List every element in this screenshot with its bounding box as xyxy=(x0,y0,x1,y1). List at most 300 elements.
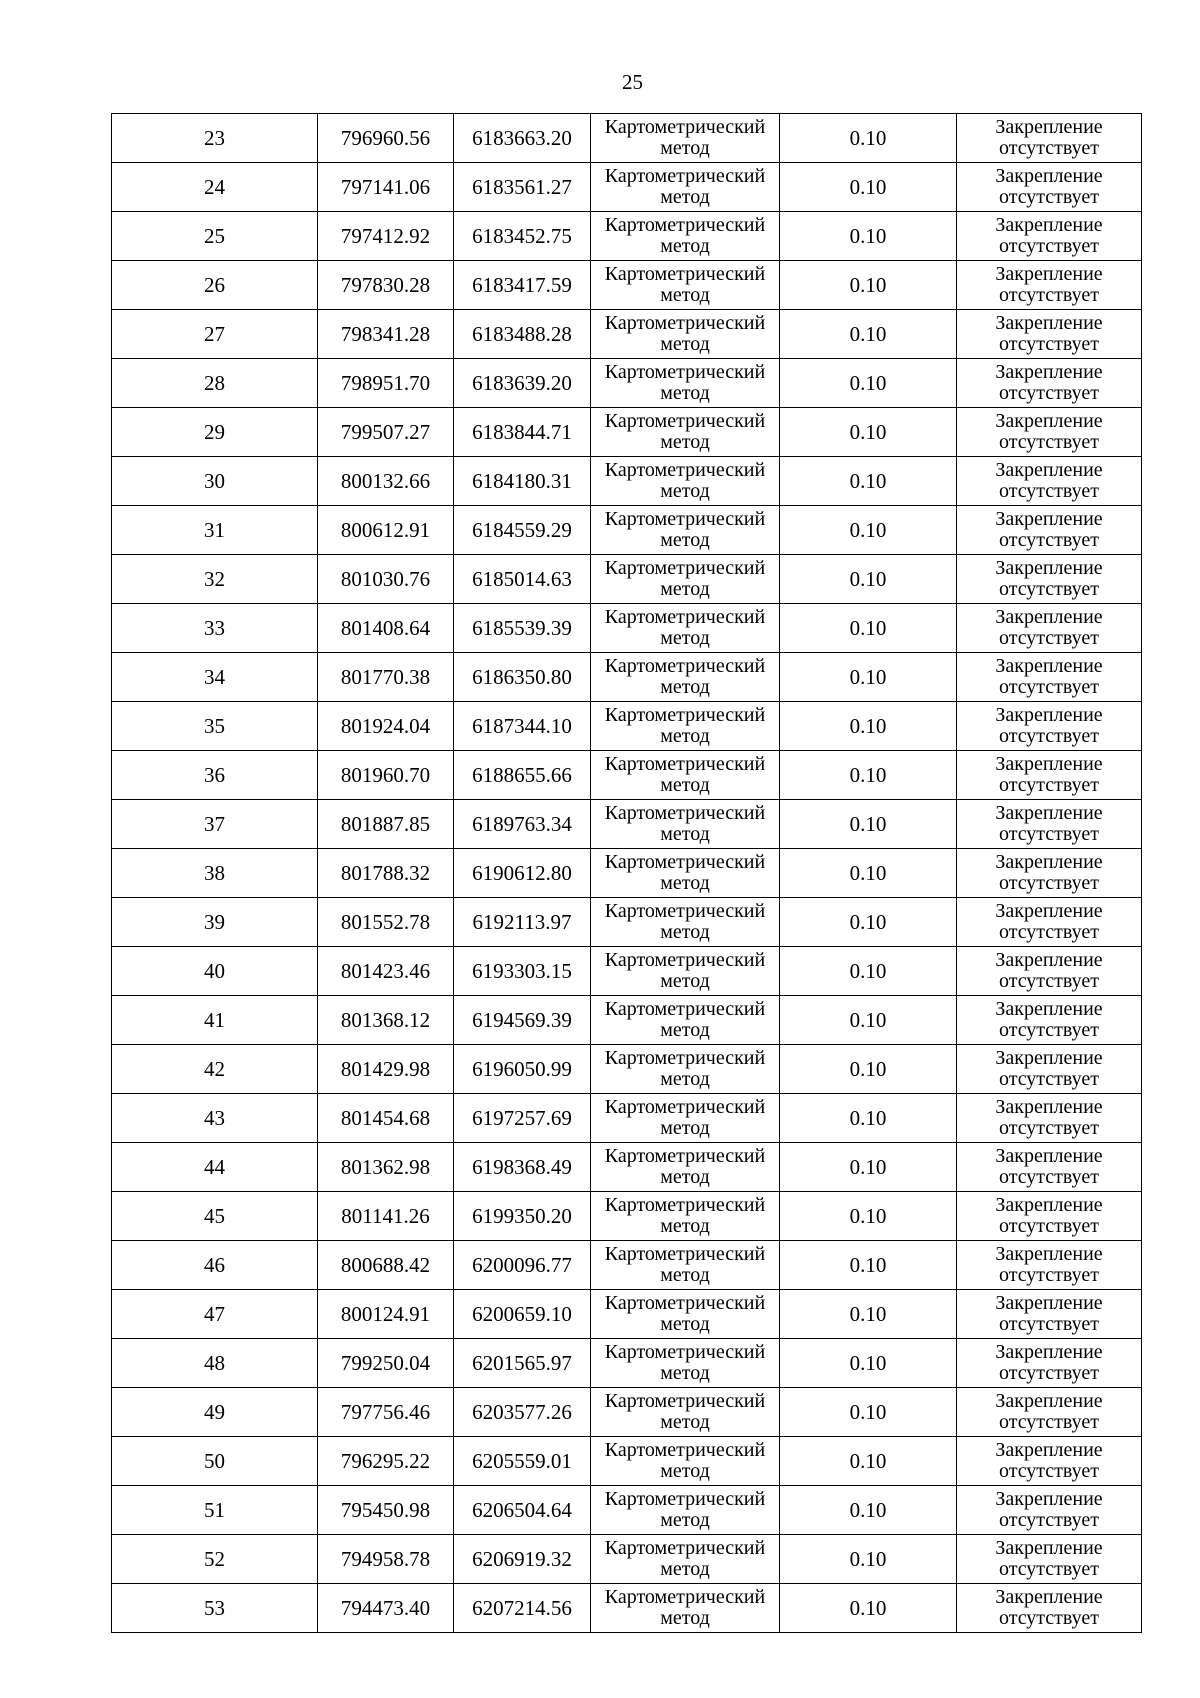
method-cell-line2: метод xyxy=(660,1411,710,1433)
method-cell-line2: метод xyxy=(660,186,710,208)
method-cell xyxy=(591,1486,780,1535)
fixing-cell-line1: Закрепление xyxy=(995,508,1103,530)
method-cell-line1: Картометрический xyxy=(604,1194,766,1216)
method-cell-line1: Картометрический xyxy=(604,508,766,530)
fixing-cell xyxy=(957,261,1142,310)
method-cell xyxy=(591,163,780,212)
fixing-cell xyxy=(957,310,1142,359)
accuracy-cell: 0.10 xyxy=(780,1584,957,1633)
fixing-cell xyxy=(957,947,1142,996)
method-cell-line2: метод xyxy=(660,1509,710,1531)
method-cell-line1: Картометрический xyxy=(604,1341,766,1363)
accuracy-cell: 0.10 xyxy=(780,849,957,898)
table-row xyxy=(112,653,1142,702)
method-cell-line2: метод xyxy=(660,137,710,159)
fixing-cell-line2: отсутствует xyxy=(998,1362,1100,1384)
fixing-cell-line2: отсутствует xyxy=(998,480,1100,502)
point-number-cell: 27 xyxy=(112,310,318,359)
table-row xyxy=(112,310,1142,359)
fixing-cell-line2: отсутствует xyxy=(998,774,1100,796)
x-coordinate-cell: 797412.92 xyxy=(318,212,454,261)
x-coordinate-cell: 801770.38 xyxy=(318,653,454,702)
fixing-cell-line2: отсутствует xyxy=(998,725,1100,747)
accuracy-cell: 0.10 xyxy=(780,898,957,947)
y-coordinate-cell: 6200096.77 xyxy=(454,1241,591,1290)
y-coordinate-cell: 6183417.59 xyxy=(454,261,591,310)
table-row xyxy=(112,1486,1142,1535)
fixing-cell xyxy=(957,751,1142,800)
x-coordinate-cell: 801887.85 xyxy=(318,800,454,849)
fixing-cell-line2: отсутствует xyxy=(998,529,1100,551)
fixing-cell-line2: отсутствует xyxy=(998,1558,1100,1580)
method-cell-line1: Картометрический xyxy=(604,1586,766,1608)
fixing-cell-line1: Закрепление xyxy=(995,1537,1103,1559)
method-cell xyxy=(591,1535,780,1584)
method-cell-line2: метод xyxy=(660,1313,710,1335)
method-cell-line2: метод xyxy=(660,725,710,747)
method-cell-line1: Картометрический xyxy=(604,214,766,236)
table-row xyxy=(112,604,1142,653)
page-number: 25 xyxy=(622,70,643,94)
y-coordinate-cell: 6188655.66 xyxy=(454,751,591,800)
x-coordinate-cell: 801960.70 xyxy=(318,751,454,800)
table-row xyxy=(112,996,1142,1045)
point-number-cell: 45 xyxy=(112,1192,318,1241)
fixing-cell-line1: Закрепление xyxy=(995,312,1103,334)
x-coordinate-cell: 799250.04 xyxy=(318,1339,454,1388)
table-row xyxy=(112,114,1142,163)
method-cell-line1: Картометрический xyxy=(604,410,766,432)
method-cell-line2: метод xyxy=(660,676,710,698)
method-cell-line2: метод xyxy=(660,529,710,551)
method-cell-line1: Картометрический xyxy=(604,753,766,775)
x-coordinate-cell: 801454.68 xyxy=(318,1094,454,1143)
x-coordinate-cell: 797756.46 xyxy=(318,1388,454,1437)
y-coordinate-cell: 6206919.32 xyxy=(454,1535,591,1584)
accuracy-cell: 0.10 xyxy=(780,604,957,653)
point-number-cell: 47 xyxy=(112,1290,318,1339)
table-body xyxy=(112,114,1142,1633)
method-cell-line1: Картометрический xyxy=(604,361,766,383)
method-cell-line1: Картометрический xyxy=(604,606,766,628)
fixing-cell xyxy=(957,1241,1142,1290)
y-coordinate-cell: 6186350.80 xyxy=(454,653,591,702)
method-cell xyxy=(591,506,780,555)
method-cell-line2: метод xyxy=(660,774,710,796)
method-cell-line1: Картометрический xyxy=(604,802,766,824)
fixing-cell-line2: отсутствует xyxy=(998,1166,1100,1188)
x-coordinate-cell: 797141.06 xyxy=(318,163,454,212)
method-cell-line2: метод xyxy=(660,1068,710,1090)
method-cell xyxy=(591,1094,780,1143)
y-coordinate-cell: 6206504.64 xyxy=(454,1486,591,1535)
y-coordinate-cell: 6190612.80 xyxy=(454,849,591,898)
fixing-cell-line1: Закрепление xyxy=(995,1390,1103,1412)
fixing-cell xyxy=(957,849,1142,898)
y-coordinate-cell: 6183663.20 xyxy=(454,114,591,163)
method-cell-line2: метод xyxy=(660,431,710,453)
point-number-cell: 33 xyxy=(112,604,318,653)
fixing-cell-line2: отсутствует xyxy=(998,431,1100,453)
point-number-cell: 39 xyxy=(112,898,318,947)
accuracy-cell: 0.10 xyxy=(780,555,957,604)
accuracy-cell: 0.10 xyxy=(780,751,957,800)
fixing-cell-line1: Закрепление xyxy=(995,410,1103,432)
y-coordinate-cell: 6183452.75 xyxy=(454,212,591,261)
method-cell-line1: Картометрический xyxy=(604,1096,766,1118)
fixing-cell-line1: Закрепление xyxy=(995,1145,1103,1167)
point-number-cell: 26 xyxy=(112,261,318,310)
method-cell xyxy=(591,114,780,163)
y-coordinate-cell: 6197257.69 xyxy=(454,1094,591,1143)
fixing-cell xyxy=(957,1143,1142,1192)
x-coordinate-cell: 798341.28 xyxy=(318,310,454,359)
fixing-cell-line2: отсутствует xyxy=(998,137,1100,159)
fixing-cell xyxy=(957,212,1142,261)
method-cell-line2: метод xyxy=(660,382,710,404)
table-row xyxy=(112,1192,1142,1241)
method-cell-line1: Картометрический xyxy=(604,998,766,1020)
fixing-cell xyxy=(957,653,1142,702)
fixing-cell-line1: Закрепление xyxy=(995,459,1103,481)
x-coordinate-cell: 794958.78 xyxy=(318,1535,454,1584)
fixing-cell xyxy=(957,1192,1142,1241)
method-cell-line2: метод xyxy=(660,1460,710,1482)
method-cell-line2: метод xyxy=(660,1607,710,1629)
table-row xyxy=(112,702,1142,751)
method-cell-line2: метод xyxy=(660,627,710,649)
fixing-cell-line2: отсутствует xyxy=(998,578,1100,600)
fixing-cell-line2: отсутствует xyxy=(998,970,1100,992)
method-cell xyxy=(591,996,780,1045)
method-cell xyxy=(591,751,780,800)
accuracy-cell: 0.10 xyxy=(780,1094,957,1143)
method-cell xyxy=(591,947,780,996)
y-coordinate-cell: 6183561.27 xyxy=(454,163,591,212)
point-number-cell: 40 xyxy=(112,947,318,996)
fixing-cell xyxy=(957,163,1142,212)
method-cell-line2: метод xyxy=(660,1117,710,1139)
fixing-cell xyxy=(957,800,1142,849)
table-row xyxy=(112,1143,1142,1192)
accuracy-cell: 0.10 xyxy=(780,947,957,996)
fixing-cell-line2: отсутствует xyxy=(998,1411,1100,1433)
fixing-cell xyxy=(957,408,1142,457)
fixing-cell-line1: Закрепление xyxy=(995,802,1103,824)
point-number-cell: 24 xyxy=(112,163,318,212)
fixing-cell xyxy=(957,1437,1142,1486)
method-cell-line1: Картометрический xyxy=(604,949,766,971)
table-row xyxy=(112,359,1142,408)
fixing-cell-line1: Закрепление xyxy=(995,1194,1103,1216)
point-number-cell: 32 xyxy=(112,555,318,604)
table-row xyxy=(112,506,1142,555)
x-coordinate-cell: 796960.56 xyxy=(318,114,454,163)
fixing-cell-line2: отсутствует xyxy=(998,333,1100,355)
table-row xyxy=(112,212,1142,261)
method-cell-line2: метод xyxy=(660,1558,710,1580)
accuracy-cell: 0.10 xyxy=(780,1241,957,1290)
fixing-cell-line2: отсутствует xyxy=(998,235,1100,257)
x-coordinate-cell: 800612.91 xyxy=(318,506,454,555)
point-number-cell: 36 xyxy=(112,751,318,800)
point-number-cell: 37 xyxy=(112,800,318,849)
method-cell-line2: метод xyxy=(660,480,710,502)
accuracy-cell: 0.10 xyxy=(780,310,957,359)
fixing-cell xyxy=(957,1535,1142,1584)
method-cell xyxy=(591,1241,780,1290)
table-row xyxy=(112,1290,1142,1339)
method-cell-line1: Картометрический xyxy=(604,1243,766,1265)
accuracy-cell: 0.10 xyxy=(780,1486,957,1535)
accuracy-cell: 0.10 xyxy=(780,702,957,751)
method-cell xyxy=(591,457,780,506)
fixing-cell-line2: отсутствует xyxy=(998,1509,1100,1531)
table-row xyxy=(112,555,1142,604)
point-number-cell: 41 xyxy=(112,996,318,1045)
accuracy-cell: 0.10 xyxy=(780,1535,957,1584)
y-coordinate-cell: 6198368.49 xyxy=(454,1143,591,1192)
fixing-cell-line1: Закрепление xyxy=(995,606,1103,628)
point-number-cell: 38 xyxy=(112,849,318,898)
point-number-cell: 43 xyxy=(112,1094,318,1143)
method-cell-line2: метод xyxy=(660,333,710,355)
accuracy-cell: 0.10 xyxy=(780,996,957,1045)
x-coordinate-cell: 801030.76 xyxy=(318,555,454,604)
accuracy-cell: 0.10 xyxy=(780,1143,957,1192)
table-row xyxy=(112,800,1142,849)
x-coordinate-cell: 797830.28 xyxy=(318,261,454,310)
point-number-cell: 48 xyxy=(112,1339,318,1388)
accuracy-cell: 0.10 xyxy=(780,1339,957,1388)
fixing-cell-line2: отсутствует xyxy=(998,1068,1100,1090)
table-row xyxy=(112,408,1142,457)
point-number-cell: 42 xyxy=(112,1045,318,1094)
fixing-cell xyxy=(957,996,1142,1045)
y-coordinate-cell: 6201565.97 xyxy=(454,1339,591,1388)
x-coordinate-cell: 801924.04 xyxy=(318,702,454,751)
fixing-cell-line2: отсутствует xyxy=(998,284,1100,306)
accuracy-cell: 0.10 xyxy=(780,408,957,457)
fixing-cell-line2: отсутствует xyxy=(998,823,1100,845)
method-cell-line2: метод xyxy=(660,1166,710,1188)
method-cell xyxy=(591,1290,780,1339)
method-cell-line1: Картометрический xyxy=(604,459,766,481)
accuracy-cell: 0.10 xyxy=(780,212,957,261)
fixing-cell-line2: отсутствует xyxy=(998,1215,1100,1237)
fixing-cell xyxy=(957,506,1142,555)
x-coordinate-cell: 800688.42 xyxy=(318,1241,454,1290)
method-cell xyxy=(591,1045,780,1094)
table-row xyxy=(112,751,1142,800)
table-row xyxy=(112,1094,1142,1143)
y-coordinate-cell: 6203577.26 xyxy=(454,1388,591,1437)
point-number-cell: 50 xyxy=(112,1437,318,1486)
table-row xyxy=(112,1584,1142,1633)
table-row xyxy=(112,947,1142,996)
fixing-cell-line1: Закрепление xyxy=(995,116,1103,138)
fixing-cell-line1: Закрепление xyxy=(995,165,1103,187)
table-row xyxy=(112,898,1142,947)
accuracy-cell: 0.10 xyxy=(780,1192,957,1241)
point-number-cell: 25 xyxy=(112,212,318,261)
method-cell xyxy=(591,702,780,751)
table-row xyxy=(112,1437,1142,1486)
method-cell xyxy=(591,1584,780,1633)
point-number-cell: 31 xyxy=(112,506,318,555)
fixing-cell-line2: отсутствует xyxy=(998,1264,1100,1286)
fixing-cell-line1: Закрепление xyxy=(995,1586,1103,1608)
point-number-cell: 53 xyxy=(112,1584,318,1633)
fixing-cell-line2: отсутствует xyxy=(998,676,1100,698)
method-cell-line2: метод xyxy=(660,970,710,992)
accuracy-cell: 0.10 xyxy=(780,1290,957,1339)
fixing-cell xyxy=(957,457,1142,506)
method-cell-line2: метод xyxy=(660,1215,710,1237)
method-cell xyxy=(591,555,780,604)
table-row xyxy=(112,849,1142,898)
fixing-cell-line1: Закрепление xyxy=(995,998,1103,1020)
fixing-cell-line1: Закрепление xyxy=(995,1488,1103,1510)
fixing-cell-line2: отсутствует xyxy=(998,1019,1100,1041)
x-coordinate-cell: 801552.78 xyxy=(318,898,454,947)
y-coordinate-cell: 6194569.39 xyxy=(454,996,591,1045)
method-cell xyxy=(591,408,780,457)
method-cell-line1: Картометрический xyxy=(604,655,766,677)
fixing-cell-line1: Закрепление xyxy=(995,214,1103,236)
fixing-cell xyxy=(957,1584,1142,1633)
fixing-cell xyxy=(957,555,1142,604)
accuracy-cell: 0.10 xyxy=(780,506,957,555)
method-cell-line1: Картометрический xyxy=(604,1292,766,1314)
coordinates-table xyxy=(111,113,1142,1633)
method-cell xyxy=(591,653,780,702)
fixing-cell xyxy=(957,1388,1142,1437)
fixing-cell-line2: отсутствует xyxy=(998,1313,1100,1335)
fixing-cell-line1: Закрепление xyxy=(995,361,1103,383)
accuracy-cell: 0.10 xyxy=(780,800,957,849)
x-coordinate-cell: 801423.46 xyxy=(318,947,454,996)
x-coordinate-cell: 801368.12 xyxy=(318,996,454,1045)
fixing-cell xyxy=(957,1290,1142,1339)
fixing-cell xyxy=(957,1094,1142,1143)
fixing-cell-line1: Закрепление xyxy=(995,1243,1103,1265)
method-cell-line1: Картометрический xyxy=(604,165,766,187)
method-cell xyxy=(591,1143,780,1192)
method-cell xyxy=(591,800,780,849)
point-number-cell: 52 xyxy=(112,1535,318,1584)
method-cell-line1: Картометрический xyxy=(604,1390,766,1412)
method-cell-line2: метод xyxy=(660,1362,710,1384)
method-cell-line1: Картометрический xyxy=(604,1488,766,1510)
accuracy-cell: 0.10 xyxy=(780,359,957,408)
point-number-cell: 30 xyxy=(112,457,318,506)
x-coordinate-cell: 801788.32 xyxy=(318,849,454,898)
method-cell-line2: метод xyxy=(660,284,710,306)
point-number-cell: 28 xyxy=(112,359,318,408)
fixing-cell-line1: Закрепление xyxy=(995,1096,1103,1118)
x-coordinate-cell: 801141.26 xyxy=(318,1192,454,1241)
method-cell xyxy=(591,1437,780,1486)
fixing-cell-line1: Закрепление xyxy=(995,655,1103,677)
point-number-cell: 49 xyxy=(112,1388,318,1437)
fixing-cell-line1: Закрепление xyxy=(995,1341,1103,1363)
method-cell xyxy=(591,849,780,898)
fixing-cell-line1: Закрепление xyxy=(995,1047,1103,1069)
fixing-cell-line1: Закрепление xyxy=(995,704,1103,726)
y-coordinate-cell: 6205559.01 xyxy=(454,1437,591,1486)
accuracy-cell: 0.10 xyxy=(780,1045,957,1094)
method-cell-line2: метод xyxy=(660,823,710,845)
method-cell xyxy=(591,261,780,310)
point-number-cell: 35 xyxy=(112,702,318,751)
accuracy-cell: 0.10 xyxy=(780,114,957,163)
fixing-cell-line2: отсутствует xyxy=(998,382,1100,404)
table-row xyxy=(112,1241,1142,1290)
y-coordinate-cell: 6185539.39 xyxy=(454,604,591,653)
y-coordinate-cell: 6199350.20 xyxy=(454,1192,591,1241)
point-number-cell: 44 xyxy=(112,1143,318,1192)
y-coordinate-cell: 6185014.63 xyxy=(454,555,591,604)
method-cell xyxy=(591,310,780,359)
point-number-cell: 23 xyxy=(112,114,318,163)
method-cell-line1: Картометрический xyxy=(604,1537,766,1559)
method-cell-line1: Картометрический xyxy=(604,116,766,138)
method-cell-line1: Картометрический xyxy=(604,557,766,579)
method-cell-line2: метод xyxy=(660,578,710,600)
fixing-cell xyxy=(957,1045,1142,1094)
fixing-cell xyxy=(957,359,1142,408)
fixing-cell-line1: Закрепление xyxy=(995,1292,1103,1314)
method-cell-line1: Картометрический xyxy=(604,1145,766,1167)
method-cell xyxy=(591,898,780,947)
method-cell-line2: метод xyxy=(660,921,710,943)
method-cell-line2: метод xyxy=(660,235,710,257)
fixing-cell-line2: отсутствует xyxy=(998,1117,1100,1139)
fixing-cell-line2: отсутствует xyxy=(998,1607,1100,1629)
y-coordinate-cell: 6189763.34 xyxy=(454,800,591,849)
accuracy-cell: 0.10 xyxy=(780,163,957,212)
y-coordinate-cell: 6187344.10 xyxy=(454,702,591,751)
fixing-cell-line1: Закрепление xyxy=(995,263,1103,285)
y-coordinate-cell: 6196050.99 xyxy=(454,1045,591,1094)
fixing-cell-line1: Закрепление xyxy=(995,557,1103,579)
method-cell-line2: метод xyxy=(660,1019,710,1041)
accuracy-cell: 0.10 xyxy=(780,653,957,702)
method-cell-line1: Картометрический xyxy=(604,704,766,726)
method-cell-line2: метод xyxy=(660,872,710,894)
table-row xyxy=(112,163,1142,212)
point-number-cell: 29 xyxy=(112,408,318,457)
fixing-cell xyxy=(957,1339,1142,1388)
y-coordinate-cell: 6193303.15 xyxy=(454,947,591,996)
method-cell-line1: Картометрический xyxy=(604,900,766,922)
x-coordinate-cell: 801362.98 xyxy=(318,1143,454,1192)
y-coordinate-cell: 6183639.20 xyxy=(454,359,591,408)
method-cell xyxy=(591,359,780,408)
accuracy-cell: 0.10 xyxy=(780,1437,957,1486)
method-cell xyxy=(591,212,780,261)
method-cell xyxy=(591,1192,780,1241)
table-row xyxy=(112,261,1142,310)
y-coordinate-cell: 6200659.10 xyxy=(454,1290,591,1339)
fixing-cell-line1: Закрепление xyxy=(995,753,1103,775)
table-row xyxy=(112,457,1142,506)
table-row xyxy=(112,1045,1142,1094)
fixing-cell xyxy=(957,1486,1142,1535)
x-coordinate-cell: 801408.64 xyxy=(318,604,454,653)
x-coordinate-cell: 799507.27 xyxy=(318,408,454,457)
